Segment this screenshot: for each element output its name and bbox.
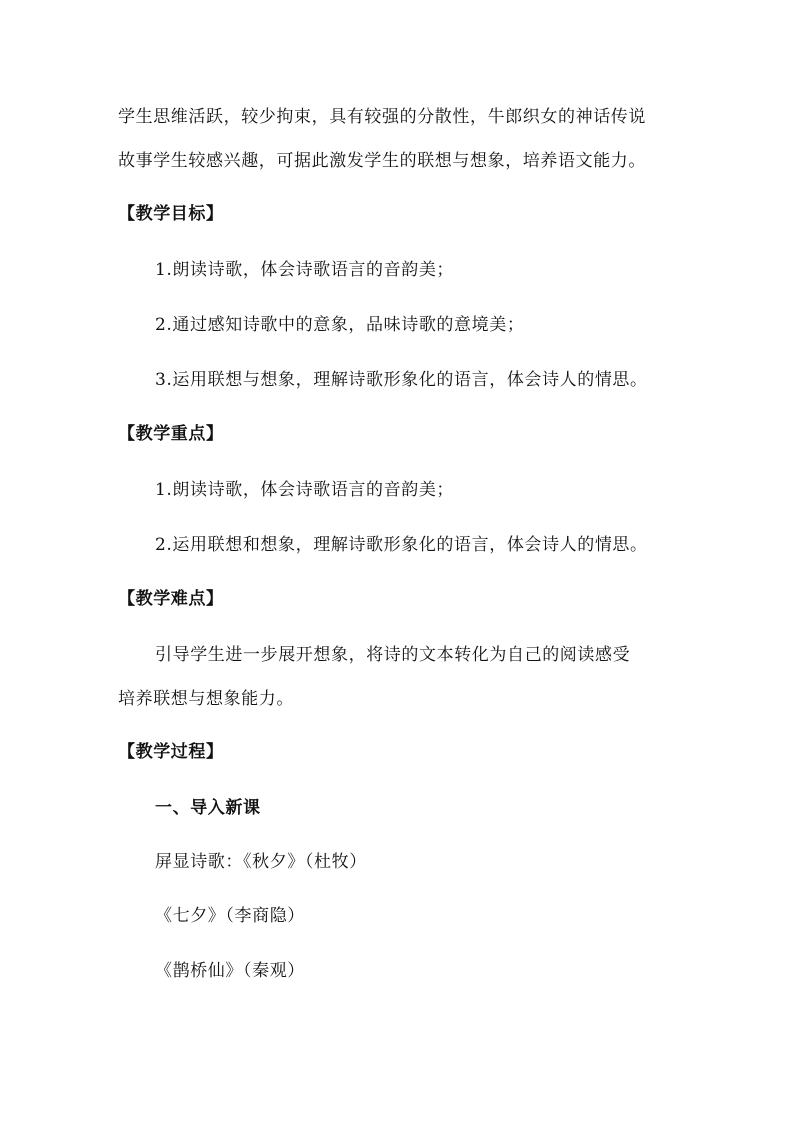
poem-line-2: 《七夕》（李商隐） bbox=[155, 906, 305, 926]
goals-item-3: 3.运用联想与想象，理解诗歌形象化的语言，体会诗人的情思。 bbox=[155, 370, 648, 390]
focus-item-2: 2.运用联想和想象，理解诗歌形象化的语言，体会诗人的情思。 bbox=[155, 535, 648, 555]
difficulty-paragraph-line-2: 培养联想与想象能力。 bbox=[118, 689, 294, 709]
poem-line-3: 《鹊桥仙》（秦观） bbox=[155, 961, 305, 981]
process-heading: 【教学过程】 bbox=[118, 742, 224, 762]
focus-heading: 【教学重点】 bbox=[118, 424, 224, 444]
difficulty-paragraph-line-1: 引导学生进一步展开想象，将诗的文本转化为自己的阅读感受 bbox=[155, 645, 631, 665]
focus-item-1: 1.朗读诗歌，体会诗歌语言的音韵美； bbox=[155, 480, 455, 500]
poem-line-1: 屏显诗歌：《秋夕》（杜牧） bbox=[155, 852, 367, 872]
process-section-1-title: 一、导入新课 bbox=[155, 798, 261, 818]
goals-item-2: 2.通过感知诗歌中的意象，品味诗歌的意境美； bbox=[155, 315, 525, 335]
intro-paragraph-line-2: 故事学生较感兴趣，可据此激发学生的联想与想象，培养语文能力。 bbox=[118, 151, 646, 171]
intro-paragraph-line-1: 学生思维活跃，较少拘束，具有较强的分散性，牛郎织女的神话传说 bbox=[118, 107, 646, 127]
goals-heading: 【教学目标】 bbox=[118, 204, 224, 224]
goals-item-1: 1.朗读诗歌，体会诗歌语言的音韵美； bbox=[155, 260, 455, 280]
difficulty-heading: 【教学难点】 bbox=[118, 589, 224, 609]
